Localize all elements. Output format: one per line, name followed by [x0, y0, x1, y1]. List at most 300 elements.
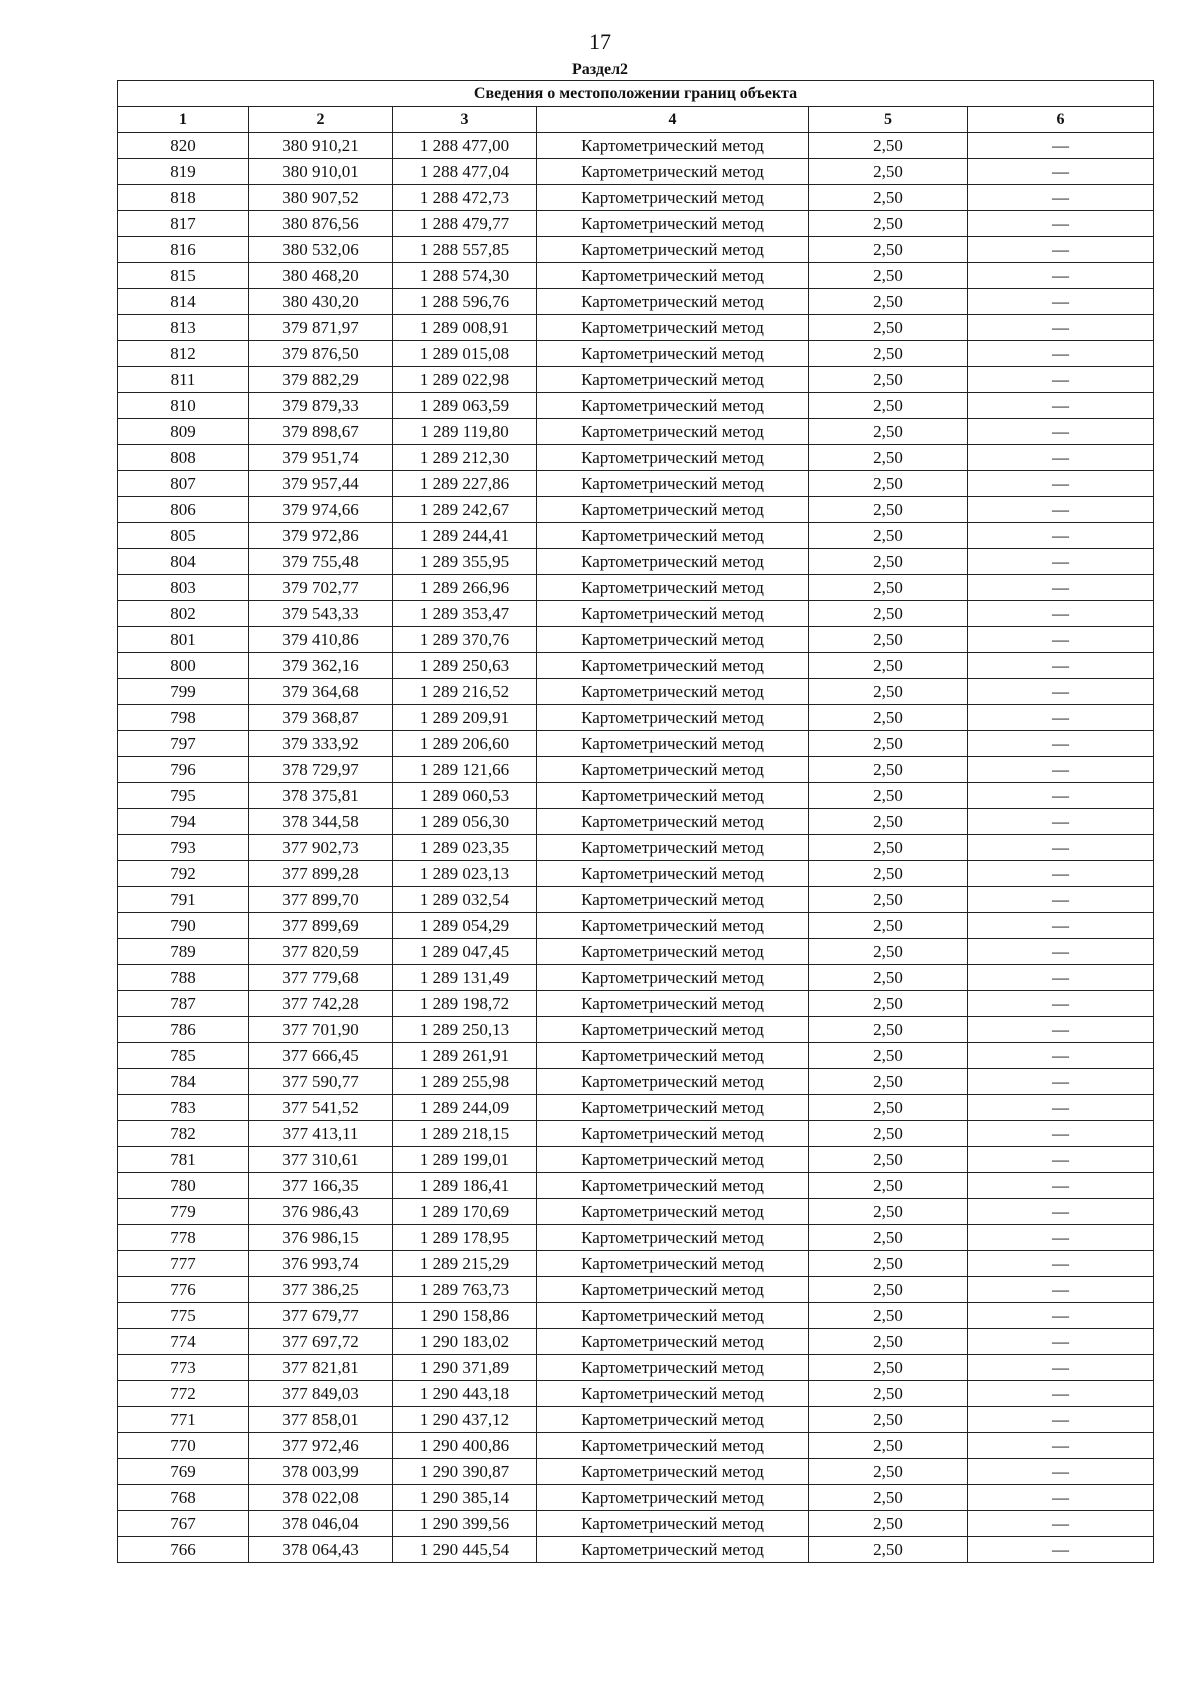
table-cell: 802 [118, 601, 249, 627]
table-cell: 782 [118, 1121, 249, 1147]
table-cell: 2,50 [809, 133, 968, 159]
table-cell: 813 [118, 315, 249, 341]
table-cell: 807 [118, 471, 249, 497]
table-header-row [118, 107, 1154, 133]
table-cell: — [968, 523, 1154, 549]
table-row [118, 1459, 1154, 1485]
table-cell: 785 [118, 1043, 249, 1069]
table-cell: — [968, 237, 1154, 263]
table-cell: 795 [118, 783, 249, 809]
table-cell: 2,50 [809, 1329, 968, 1355]
table-cell: 377 679,77 [249, 1303, 393, 1329]
table-cell: 379 876,50 [249, 341, 393, 367]
table-cell: 790 [118, 913, 249, 939]
section-title: Раздел2 [571, 61, 629, 78]
table-cell: 1 288 477,04 [393, 159, 537, 185]
table-row [118, 419, 1154, 445]
table-cell: — [968, 159, 1154, 185]
table-cell: Картометрический метод [537, 393, 809, 419]
table-cell: 2,50 [809, 887, 968, 913]
table-cell: 1 289 023,35 [393, 835, 537, 861]
table-row [118, 393, 1154, 419]
table-cell: Картометрический метод [537, 887, 809, 913]
table-cell: 2,50 [809, 1173, 968, 1199]
table-cell: 379 755,48 [249, 549, 393, 575]
table-row [118, 939, 1154, 965]
table-row [118, 1095, 1154, 1121]
table-cell: Картометрический метод [537, 367, 809, 393]
table-cell: 377 697,72 [249, 1329, 393, 1355]
table-cell: Картометрический метод [537, 913, 809, 939]
table-cell: 2,50 [809, 1511, 968, 1537]
table-cell: 377 666,45 [249, 1043, 393, 1069]
table-cell: 1 289 032,54 [393, 887, 537, 913]
table-row [118, 887, 1154, 913]
table-cell: 2,50 [809, 835, 968, 861]
table-cell: 379 898,67 [249, 419, 393, 445]
table-cell: — [968, 835, 1154, 861]
table-cell: Картометрический метод [537, 1433, 809, 1459]
table-cell: — [968, 1303, 1154, 1329]
table-cell: — [968, 1433, 1154, 1459]
table-cell: 2,50 [809, 471, 968, 497]
table-cell: 1 289 218,15 [393, 1121, 537, 1147]
table-row [118, 1225, 1154, 1251]
table-cell: 784 [118, 1069, 249, 1095]
table-cell: — [968, 289, 1154, 315]
table-cell: 773 [118, 1355, 249, 1381]
table-cell: — [968, 471, 1154, 497]
table-cell: Картометрический метод [537, 497, 809, 523]
table-cell: 1 289 047,45 [393, 939, 537, 965]
table-cell: 2,50 [809, 237, 968, 263]
table-cell: 777 [118, 1251, 249, 1277]
table-cell: 380 468,20 [249, 263, 393, 289]
table-row [118, 523, 1154, 549]
table-cell: 1 288 472,73 [393, 185, 537, 211]
table-cell: Картометрический метод [537, 1095, 809, 1121]
table-cell: 2,50 [809, 991, 968, 1017]
table-row [118, 1355, 1154, 1381]
table-cell: 2,50 [809, 965, 968, 991]
table-cell: — [968, 861, 1154, 887]
table-cell: — [968, 913, 1154, 939]
table-row [118, 185, 1154, 211]
table-cell: 2,50 [809, 1147, 968, 1173]
table-cell: 774 [118, 1329, 249, 1355]
table-row [118, 549, 1154, 575]
table-cell: 1 290 400,86 [393, 1433, 537, 1459]
table-cell: Картометрический метод [537, 1199, 809, 1225]
table-cell: 1 289 244,41 [393, 523, 537, 549]
table-cell: 2,50 [809, 913, 968, 939]
table-cell: 794 [118, 809, 249, 835]
table-cell: Картометрический метод [537, 1329, 809, 1355]
table-row [118, 653, 1154, 679]
table-cell: 2,50 [809, 809, 968, 835]
table-cell: 1 289 060,53 [393, 783, 537, 809]
table-cell: 2,50 [809, 367, 968, 393]
table-cell: 2,50 [809, 445, 968, 471]
table-cell: — [968, 211, 1154, 237]
table-cell: 378 003,99 [249, 1459, 393, 1485]
table-cell: 801 [118, 627, 249, 653]
table-cell: Картометрический метод [537, 965, 809, 991]
table-cell: — [968, 1095, 1154, 1121]
table-cell: 789 [118, 939, 249, 965]
table-cell: 779 [118, 1199, 249, 1225]
table-row [118, 1485, 1154, 1511]
table-cell: 811 [118, 367, 249, 393]
table-row [118, 1121, 1154, 1147]
table-cell: 1 290 445,54 [393, 1537, 537, 1563]
table-cell: — [968, 627, 1154, 653]
table-cell: — [968, 705, 1154, 731]
table-cell: 792 [118, 861, 249, 887]
table-cell: 1 289 763,73 [393, 1277, 537, 1303]
table-cell: — [968, 1017, 1154, 1043]
table-row [118, 471, 1154, 497]
boundary-coordinates-table [117, 80, 1154, 1563]
table-cell: — [968, 653, 1154, 679]
table-cell: 1 290 399,56 [393, 1511, 537, 1537]
page-number: 17 [589, 29, 611, 54]
table-cell: 1 290 443,18 [393, 1381, 537, 1407]
table-cell: 1 289 261,91 [393, 1043, 537, 1069]
column-header: 3 [393, 107, 537, 133]
table-cell: 771 [118, 1407, 249, 1433]
table-cell: 377 742,28 [249, 991, 393, 1017]
column-header: 4 [537, 107, 809, 133]
table-cell: 1 290 158,86 [393, 1303, 537, 1329]
table-cell: Картометрический метод [537, 1069, 809, 1095]
table-cell: 1 289 178,95 [393, 1225, 537, 1251]
table-cell: 791 [118, 887, 249, 913]
table-cell: 2,50 [809, 159, 968, 185]
table-row [118, 341, 1154, 367]
table-cell: 1 289 063,59 [393, 393, 537, 419]
table-cell: 788 [118, 965, 249, 991]
table-cell: Картометрический метод [537, 731, 809, 757]
table-cell: Картометрический метод [537, 237, 809, 263]
table-cell: — [968, 679, 1154, 705]
table-cell: 379 882,29 [249, 367, 393, 393]
table-row [118, 1381, 1154, 1407]
table-cell: 1 289 244,09 [393, 1095, 537, 1121]
table-cell: 379 368,87 [249, 705, 393, 731]
table-cell: Картометрический метод [537, 1485, 809, 1511]
table-cell: Картометрический метод [537, 1355, 809, 1381]
table-cell: — [968, 1251, 1154, 1277]
table-cell: 377 310,61 [249, 1147, 393, 1173]
table-cell: Картометрический метод [537, 1225, 809, 1251]
table-cell: 1 289 215,29 [393, 1251, 537, 1277]
table-cell: 1 290 385,14 [393, 1485, 537, 1511]
column-header: 1 [118, 107, 249, 133]
table-cell: 2,50 [809, 705, 968, 731]
table-cell: 377 899,28 [249, 861, 393, 887]
table-row [118, 731, 1154, 757]
table-cell: 800 [118, 653, 249, 679]
table-cell: 1 289 370,76 [393, 627, 537, 653]
table-cell: — [968, 1511, 1154, 1537]
table-row [118, 1147, 1154, 1173]
table-cell: 2,50 [809, 497, 968, 523]
table-cell: 1 288 477,00 [393, 133, 537, 159]
table-cell: 1 289 250,13 [393, 1017, 537, 1043]
table-cell: 2,50 [809, 783, 968, 809]
table-cell: 2,50 [809, 861, 968, 887]
table-row [118, 627, 1154, 653]
table-cell: 1 289 186,41 [393, 1173, 537, 1199]
table-cell: Картометрический метод [537, 445, 809, 471]
table-cell: 770 [118, 1433, 249, 1459]
table-cell: 379 879,33 [249, 393, 393, 419]
table-cell: 799 [118, 679, 249, 705]
table-cell: 816 [118, 237, 249, 263]
table-cell: 1 290 371,89 [393, 1355, 537, 1381]
table-cell: — [968, 1199, 1154, 1225]
table-cell: 1 289 119,80 [393, 419, 537, 445]
table-cell: 2,50 [809, 523, 968, 549]
table-cell: 377 972,46 [249, 1433, 393, 1459]
table-cell: Картометрический метод [537, 679, 809, 705]
table-cell: Картометрический метод [537, 133, 809, 159]
table-cell: 379 362,16 [249, 653, 393, 679]
table-cell: 377 899,69 [249, 913, 393, 939]
table-cell: Картометрический метод [537, 939, 809, 965]
table-row [118, 1199, 1154, 1225]
table-row [118, 1043, 1154, 1069]
table-cell: 377 820,59 [249, 939, 393, 965]
table-cell: — [968, 1147, 1154, 1173]
table-cell: 1 289 054,29 [393, 913, 537, 939]
table-row [118, 1511, 1154, 1537]
table-cell: 2,50 [809, 393, 968, 419]
table-cell: Картометрический метод [537, 627, 809, 653]
table-cell: 380 876,56 [249, 211, 393, 237]
table-cell: — [968, 575, 1154, 601]
table-cell: — [968, 445, 1154, 471]
table-cell: Картометрический метод [537, 991, 809, 1017]
table-cell: 2,50 [809, 419, 968, 445]
table-cell: Картометрический метод [537, 263, 809, 289]
table-cell: 379 333,92 [249, 731, 393, 757]
table-cell: 377 166,35 [249, 1173, 393, 1199]
table-cell: Картометрический метод [537, 601, 809, 627]
table-cell: 1 288 557,85 [393, 237, 537, 263]
table-cell: — [968, 783, 1154, 809]
table-cell: Картометрический метод [537, 289, 809, 315]
table-cell: 769 [118, 1459, 249, 1485]
table-cell: 2,50 [809, 289, 968, 315]
table-cell: 781 [118, 1147, 249, 1173]
table-cell: Картометрический метод [537, 341, 809, 367]
table-cell: 377 849,03 [249, 1381, 393, 1407]
table-cell: 1 290 390,87 [393, 1459, 537, 1485]
table-cell: 1 289 198,72 [393, 991, 537, 1017]
table-cell: 1 288 596,76 [393, 289, 537, 315]
table-row [118, 575, 1154, 601]
table-cell: 2,50 [809, 601, 968, 627]
table-cell: 2,50 [809, 1537, 968, 1563]
table-cell: 376 993,74 [249, 1251, 393, 1277]
table-cell: — [968, 939, 1154, 965]
table-cell: 377 413,11 [249, 1121, 393, 1147]
table-row [118, 1173, 1154, 1199]
table-row [118, 497, 1154, 523]
table-cell: Картометрический метод [537, 419, 809, 445]
table-cell: 379 410,86 [249, 627, 393, 653]
table-cell: — [968, 887, 1154, 913]
table-row [118, 211, 1154, 237]
table-row [118, 1069, 1154, 1095]
table-cell: 377 899,70 [249, 887, 393, 913]
table-cell: 1 289 250,63 [393, 653, 537, 679]
table-row [118, 601, 1154, 627]
table-cell: 377 701,90 [249, 1017, 393, 1043]
table-row [118, 1251, 1154, 1277]
table-row [118, 913, 1154, 939]
table-cell: Картометрический метод [537, 1381, 809, 1407]
table-cell: 2,50 [809, 1199, 968, 1225]
table-cell: 772 [118, 1381, 249, 1407]
table-cell: Картометрический метод [537, 315, 809, 341]
table-cell: — [968, 1225, 1154, 1251]
table-cell: Картометрический метод [537, 1017, 809, 1043]
table-cell: 2,50 [809, 679, 968, 705]
table-cell: 796 [118, 757, 249, 783]
table-cell: 766 [118, 1537, 249, 1563]
table-cell: 378 729,97 [249, 757, 393, 783]
table-row [118, 315, 1154, 341]
table-cell: — [968, 1329, 1154, 1355]
table-cell: 1 290 437,12 [393, 1407, 537, 1433]
table-cell: — [968, 549, 1154, 575]
table-cell: — [968, 1069, 1154, 1095]
table-cell: — [968, 1407, 1154, 1433]
table-cell: 2,50 [809, 757, 968, 783]
table-cell: Картометрический метод [537, 861, 809, 887]
table-cell: Картометрический метод [537, 757, 809, 783]
table-cell: 1 289 121,66 [393, 757, 537, 783]
table-cell: 2,50 [809, 549, 968, 575]
table-row [118, 809, 1154, 835]
table-cell: 2,50 [809, 1069, 968, 1095]
table-cell: 797 [118, 731, 249, 757]
table-cell: Картометрический метод [537, 1537, 809, 1563]
table-cell: 2,50 [809, 1251, 968, 1277]
table-caption: Сведения о местоположении границ объекта [118, 81, 1154, 107]
table-cell: — [968, 1121, 1154, 1147]
table-row [118, 1277, 1154, 1303]
table-row [118, 1407, 1154, 1433]
table-cell: — [968, 393, 1154, 419]
table-cell: 1 288 479,77 [393, 211, 537, 237]
column-header: 6 [968, 107, 1154, 133]
table-cell: Картометрический метод [537, 523, 809, 549]
table-cell: — [968, 1043, 1154, 1069]
table-cell: 380 532,06 [249, 237, 393, 263]
table-cell: 376 986,43 [249, 1199, 393, 1225]
table-cell: 2,50 [809, 1407, 968, 1433]
table-cell: 1 289 199,01 [393, 1147, 537, 1173]
table-cell: Картометрический метод [537, 783, 809, 809]
table-cell: 2,50 [809, 1043, 968, 1069]
table-cell: 1 289 023,13 [393, 861, 537, 887]
table-cell: 378 022,08 [249, 1485, 393, 1511]
table-cell: Картометрический метод [537, 653, 809, 679]
table-cell: — [968, 133, 1154, 159]
table-cell: 2,50 [809, 1459, 968, 1485]
table-cell: — [968, 1381, 1154, 1407]
table-cell: 1 289 227,86 [393, 471, 537, 497]
table-row [118, 445, 1154, 471]
table-cell: 377 541,52 [249, 1095, 393, 1121]
table-cell: — [968, 419, 1154, 445]
table-cell: 786 [118, 1017, 249, 1043]
table-cell: 1 289 242,67 [393, 497, 537, 523]
table-cell: 1 289 170,69 [393, 1199, 537, 1225]
table-cell: 380 430,20 [249, 289, 393, 315]
table-cell: — [968, 757, 1154, 783]
table-row [118, 679, 1154, 705]
table-cell: 1 289 131,49 [393, 965, 537, 991]
table-cell: Картометрический метод [537, 1173, 809, 1199]
table-row [118, 1537, 1154, 1563]
table-cell: — [968, 731, 1154, 757]
table-cell: 1 289 355,95 [393, 549, 537, 575]
table-cell: 379 543,33 [249, 601, 393, 627]
table-cell: Картометрический метод [537, 549, 809, 575]
table-cell: 793 [118, 835, 249, 861]
table-cell: 377 821,81 [249, 1355, 393, 1381]
table-cell: — [968, 991, 1154, 1017]
table-cell: — [968, 1537, 1154, 1563]
table-cell: 2,50 [809, 1303, 968, 1329]
table-cell: 2,50 [809, 1485, 968, 1511]
table-cell: — [968, 497, 1154, 523]
table-cell: Картометрический метод [537, 1303, 809, 1329]
table-cell: 2,50 [809, 653, 968, 679]
table-cell: 379 364,68 [249, 679, 393, 705]
table-cell: 2,50 [809, 1095, 968, 1121]
table-row [118, 159, 1154, 185]
table-row [118, 991, 1154, 1017]
table-cell: 1 289 266,96 [393, 575, 537, 601]
table-cell: — [968, 1459, 1154, 1485]
table-cell: 805 [118, 523, 249, 549]
table-cell: 820 [118, 133, 249, 159]
table-cell: 2,50 [809, 341, 968, 367]
table-cell: 2,50 [809, 627, 968, 653]
table-cell: 378 375,81 [249, 783, 393, 809]
table-cell: 377 386,25 [249, 1277, 393, 1303]
table-cell: 377 902,73 [249, 835, 393, 861]
table-cell: 2,50 [809, 1225, 968, 1251]
table-row [118, 757, 1154, 783]
table-row [118, 861, 1154, 887]
table-cell: — [968, 601, 1154, 627]
table-cell: 808 [118, 445, 249, 471]
table-cell: Картометрический метод [537, 159, 809, 185]
table-cell: 787 [118, 991, 249, 1017]
table-cell: Картометрический метод [537, 185, 809, 211]
table-cell: 817 [118, 211, 249, 237]
table-cell: 2,50 [809, 315, 968, 341]
table-cell: 806 [118, 497, 249, 523]
table-cell: 376 986,15 [249, 1225, 393, 1251]
